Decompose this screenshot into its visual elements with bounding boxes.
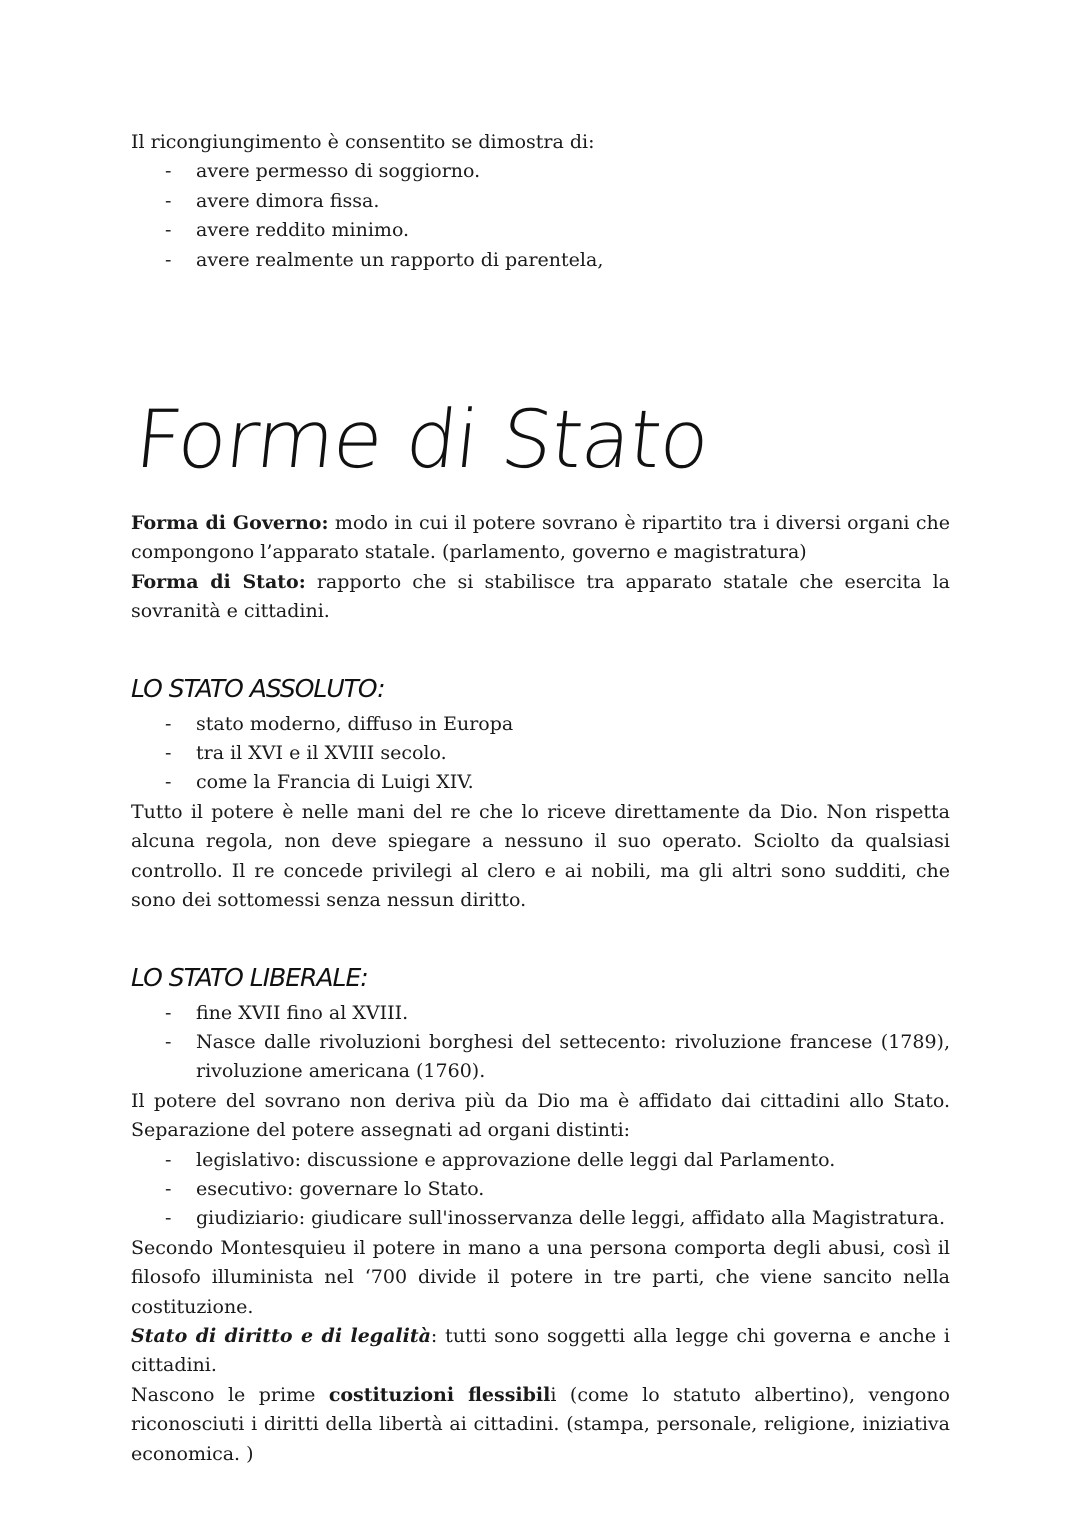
liberale-list: [131, 999, 950, 1087]
list-item: - legislativo: discussione e approvazione delle leggi dal Parlamento.: [196, 1146, 950, 1175]
list-item: - avere realmente un rapporto di parentela,: [196, 246, 950, 275]
assoluto-list: [131, 710, 950, 798]
definition-term: Forma di Stato:: [131, 570, 306, 593]
liberale-paragraph-2: Secondo Montesquieu il potere in mano a una persona comporta degli abusi, così il filosofo illuminista nel ‘700 divide il potere in tre parti, che viene sancito nella costituzione.: [131, 1236, 950, 1318]
assoluto-paragraph: Tutto il potere è nelle mani del re che lo riceve direttamente da Dio. Non rispetta alcuna regola, non deve spiegare a nessuno il suo operato. Sciolto da qualsiasi controllo. Il re concede privilegi al clero e ai nobili, ma gli altri sono sudditi, che sono dei sottomessi senza nessun diritto.: [131, 800, 950, 912]
definition-term: Forma di Governo:: [131, 512, 329, 535]
list-item: - fine XVII fino al XVIII.: [196, 999, 950, 1028]
costituzioni-term: costituzioni flessibil: [328, 1383, 551, 1406]
list-item: - esecutivo: governare lo Stato.: [196, 1175, 950, 1204]
section-heading-assoluto: LO STATO ASSOLUTO:: [131, 673, 385, 703]
list-item: - tra il XVI e il XVIII secolo.: [196, 739, 950, 768]
costituzioni-post: i (come lo statuto albertino), vengono riconosciuti i diritti della libertà ai cittadini. (stampa, personale, religione, iniziativa economica. ): [131, 1383, 950, 1465]
requirements-list: [131, 157, 950, 275]
definition-stato: [131, 568, 950, 627]
costituzioni-paragraph: [131, 1381, 950, 1469]
list-item: - avere reddito minimo.: [196, 216, 950, 245]
section-heading-liberale: LO STATO LIBERALE:: [131, 962, 368, 992]
definition-text: rapporto che si stabilisce tra apparato statale che esercita la sovranità e cittadini.: [131, 570, 950, 623]
definitions: [131, 509, 950, 627]
page-title: Forme di Stato: [131, 393, 713, 487]
list-item: - giudiziario: giudicare sull'inosservanza delle leggi, affidato alla Magistratura.: [196, 1204, 950, 1233]
liberale-paragraph-1: Il potere del sovrano non deriva più da Dio ma è affidato dai cittadini allo Stato. Separazione del potere assegnati ad organi distinti:: [131, 1089, 950, 1142]
list-item: - Nasce dalle rivoluzioni borghesi del settecento: rivoluzione francese (1789), rivoluzione americana (1760).: [196, 1028, 950, 1087]
list-item: - come la Francia di Luigi XIV.: [196, 768, 950, 797]
intro-text: Il ricongiungimento è consentito se dimostra di:: [131, 131, 595, 153]
powers-list: [131, 1146, 950, 1234]
stato-diritto-paragraph: [131, 1322, 950, 1381]
stato-diritto-term: Stato di diritto e di legalità: [131, 1324, 431, 1347]
stato-diritto-text: : tutti sono soggetti alla legge chi governa e anche i cittadini.: [131, 1324, 951, 1377]
definition-text: modo in cui il potere sovrano è ripartito tra i diversi organi che compongono l’apparato statale. (parlamento, governo e magistratura): [131, 512, 950, 564]
costituzioni-pre: Nascono le prime: [131, 1383, 329, 1406]
list-item: - avere permesso di soggiorno.: [196, 157, 950, 186]
definition-governo: [131, 509, 950, 568]
document-page: [131, 128, 950, 1469]
list-item: - avere dimora fissa.: [196, 187, 950, 216]
list-item: - stato moderno, diffuso in Europa: [196, 710, 950, 739]
